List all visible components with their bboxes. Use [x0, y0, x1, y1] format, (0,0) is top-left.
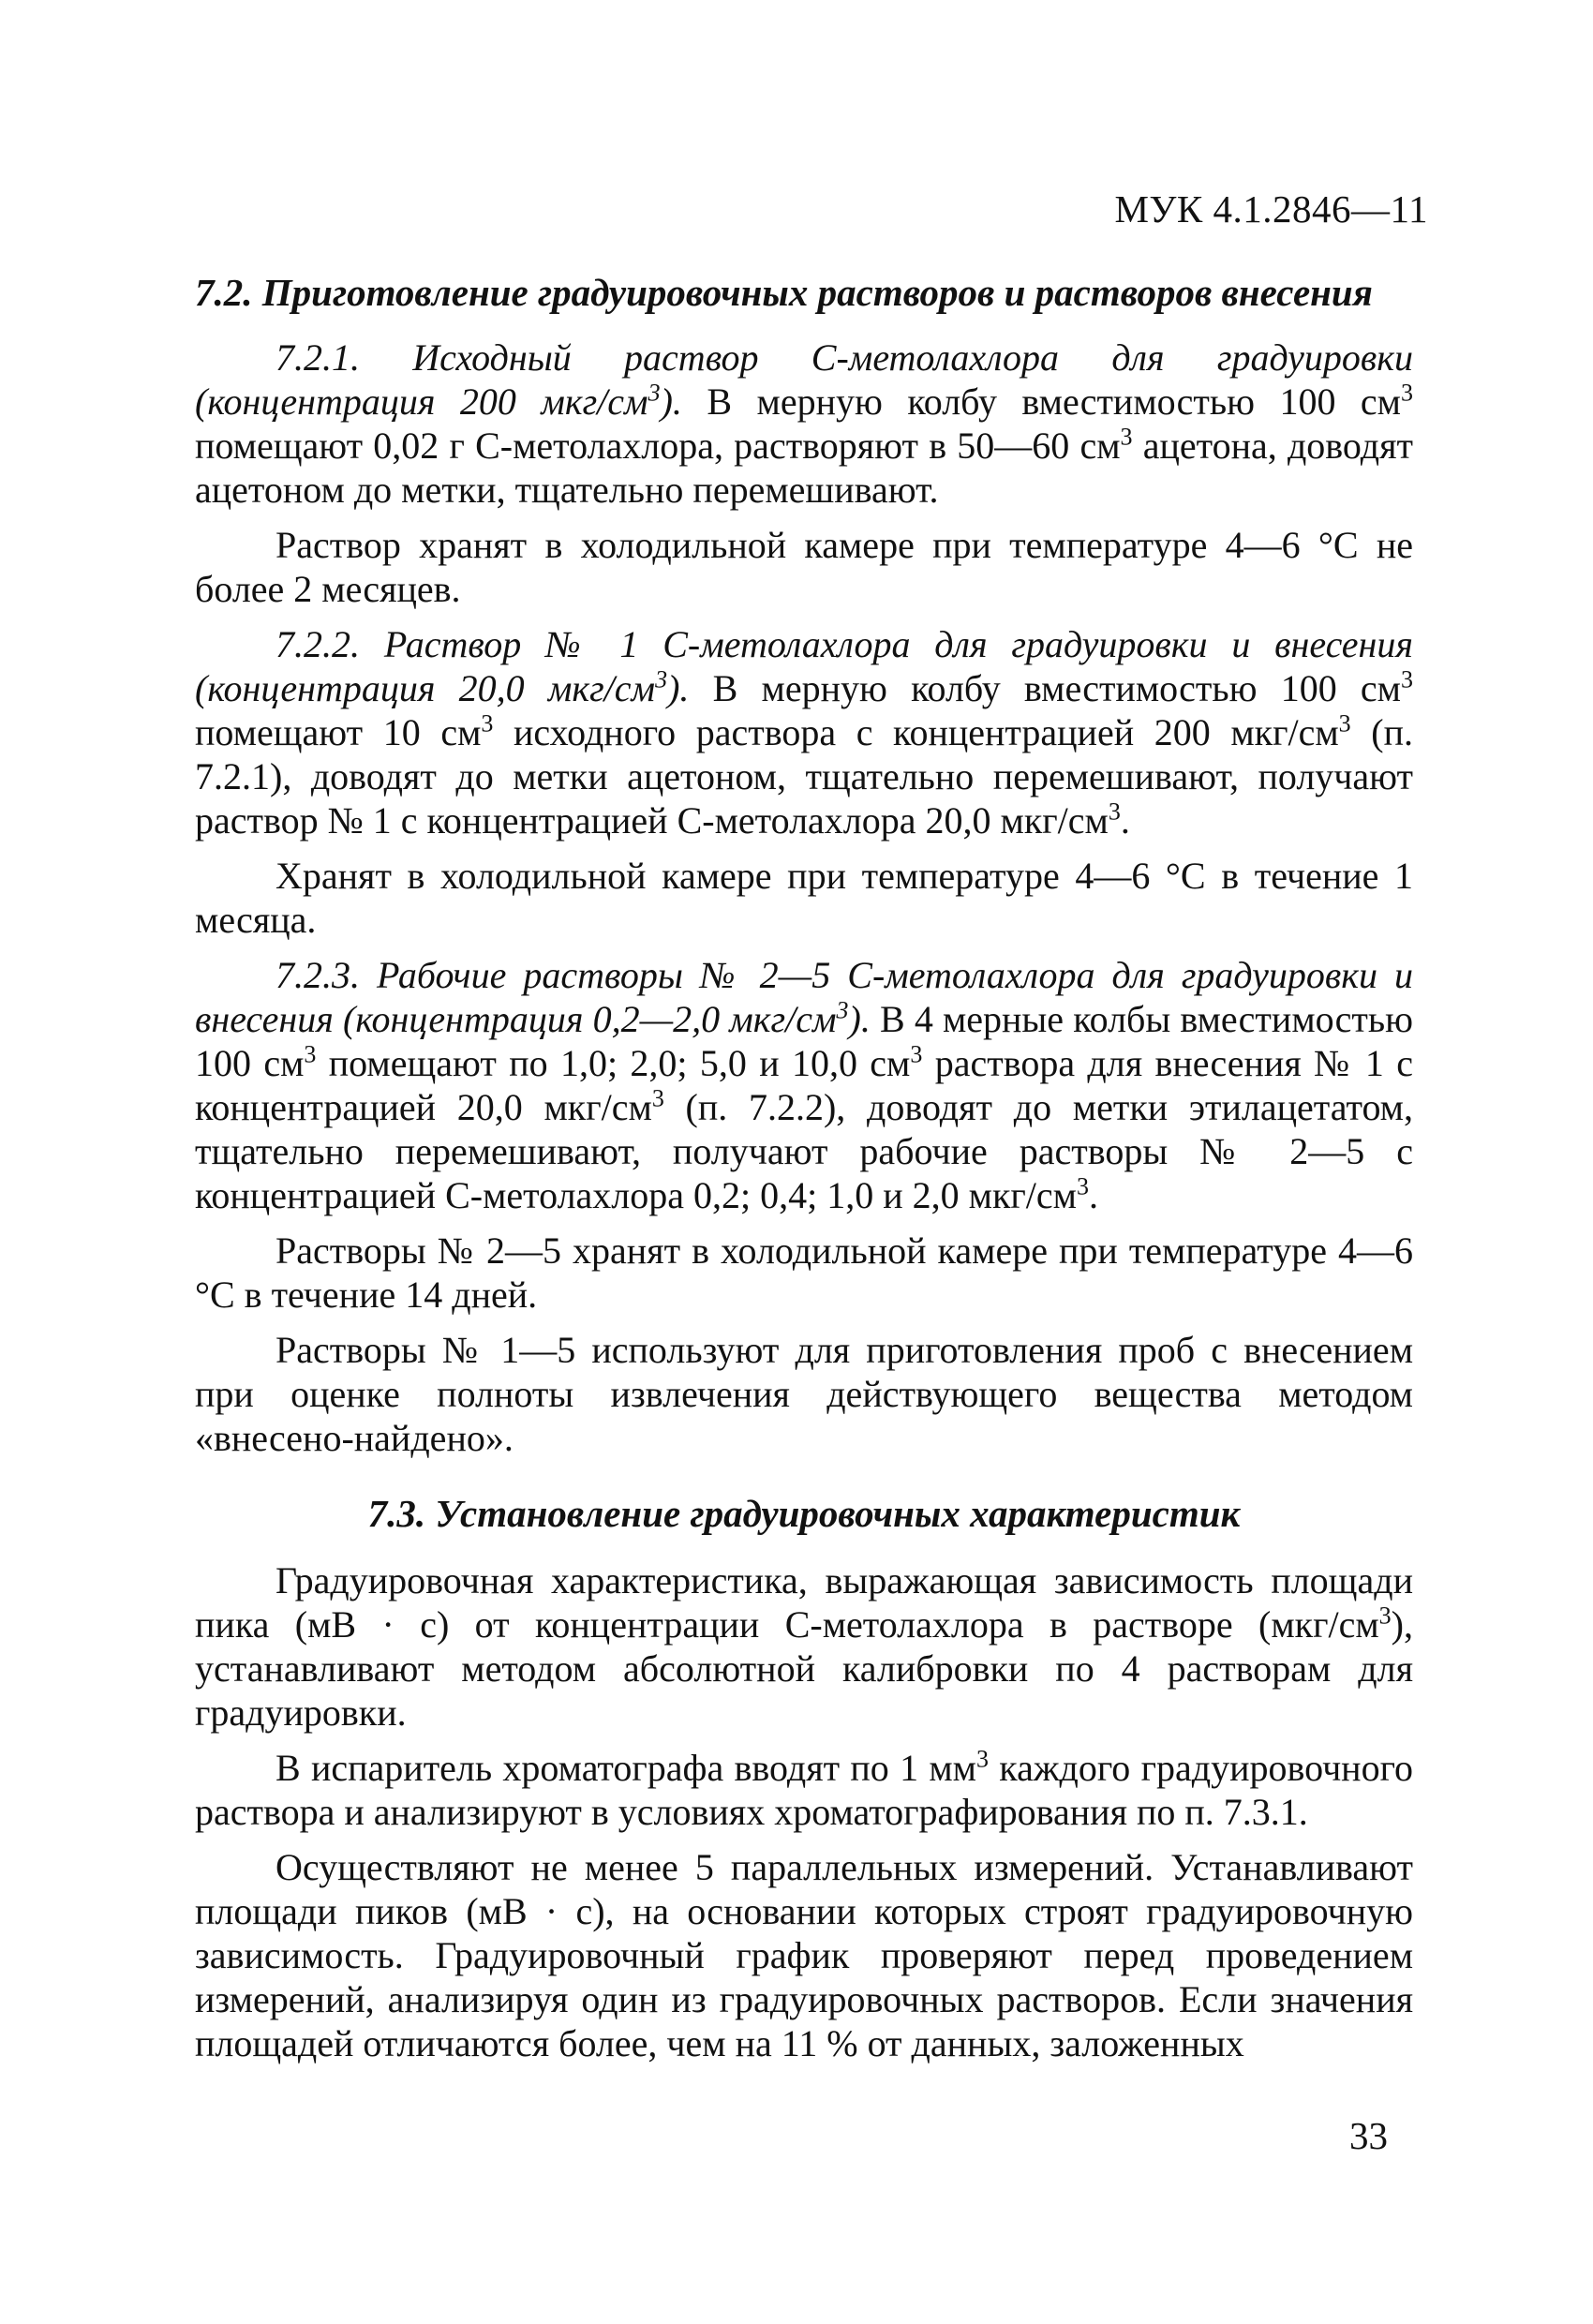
paragraph-usage-solutions-1-5: Растворы № 1—5 используют для приготовления проб с внесением при оценке полноты извлечения действующего вещества методом «внесено-найдено».: [195, 1329, 1413, 1459]
superscript: 3: [1401, 665, 1413, 693]
text-run: ).: [660, 380, 682, 423]
text-run: В мерную колбу вместимостью 100 см: [689, 667, 1401, 709]
text-run: (п. 7.2.1), доводят до метки ацетоном, тщательно перемешивают, получают раствор № 1 с концентрацией С-метолахлора 20,0 мкг/см: [195, 711, 1414, 842]
section-7-3-heading: 7.3. Установление градуировочных характеристик: [367, 1492, 1241, 1535]
text-run: 7.2.1. Исходный раствор С-метолахлора для градуировки (концентрация 200 мкг/см: [195, 336, 1413, 423]
superscript: 3: [304, 1040, 317, 1068]
paragraph-storage-stock: Раствор хранят в холодильной камере при температуре 4—6 °С не более 2 месяцев.: [195, 524, 1413, 610]
text-run: В испаритель хроматографа вводят по 1 мм: [275, 1747, 976, 1789]
superscript: 3: [1401, 379, 1413, 407]
text-run: помещают 0,02 г С-метолахлора, растворяют в 50—60 см: [195, 425, 1121, 467]
text-run: каждого градуировочного раствора и анализируют в условиях хроматографирования по п. 7.3.1.: [195, 1747, 1413, 1833]
paragraph-7-2-1: [195, 335, 1413, 512]
paragraph-storage-solution-1: Хранят в холодильной камере при температуре 4—6 °С в течение 1 месяца.: [195, 855, 1413, 941]
superscript: 3: [910, 1040, 923, 1068]
text-run: .: [1120, 799, 1130, 842]
text-run: ).: [848, 998, 871, 1040]
text-run: Градуировочная характеристика, выражающая зависимость площади пика (мВ · с) от концентрации С-метолахлора в растворе (мкг/см: [195, 1559, 1413, 1646]
text-run: 7.2.2. Раствор № 1 С-метолахлора для градуировки и внесения (концентрация 20,0 мкг/см: [195, 623, 1413, 709]
section-7-2-heading: 7.2. Приготовление градуировочных растворов и растворов внесения: [195, 271, 1373, 314]
superscript: 3: [481, 709, 494, 737]
superscript: 3: [651, 1084, 664, 1112]
superscript: 3: [1076, 1172, 1089, 1200]
superscript: 3: [1378, 1601, 1392, 1630]
text-run: (п. 7.2.2), доводят до метки этилацетатом, тщательно перемешивают, получают рабочие растворы № 2—5 с концентрацией С-метолахлора 0,2; 0,4; 1,0 и 2,0 мкг/см: [195, 1086, 1413, 1216]
paragraph-calibration-characteristic: [195, 1558, 1413, 1735]
paragraph-storage-solutions-2-5: Растворы № 2—5 хранят в холодильной камере при температуре 4—6 °С в течение 14 дней.: [195, 1229, 1413, 1316]
text-run: ), устанавливают методом абсолютной калибровки по 4 растворам для градуировки.: [195, 1603, 1413, 1734]
document-page: [195, 187, 1428, 2077]
superscript: 3: [648, 379, 661, 407]
text-run: ).: [667, 667, 690, 709]
text-run: помещают по 1,0; 2,0; 5,0 и 10,0 см: [316, 1042, 911, 1084]
text-run: ацетона, доводят ацетоном до метки, тщательно перемешивают.: [195, 425, 1413, 511]
text-run: В 4 мерные колбы вместимостью 100 см: [195, 998, 1413, 1084]
page-number: 33: [1349, 2114, 1388, 2157]
superscript: 3: [1108, 797, 1121, 826]
superscript: 3: [836, 996, 849, 1024]
text-run: 7.2.3. Рабочие растворы № 2—5 С-метолахлора для градуировки и внесения (концентрация 0,2—2,0 мкг/см: [195, 954, 1413, 1040]
paragraph-7-2-3: [195, 953, 1413, 1217]
text-run: раствора для внесения № 1 с концентрацией 20,0 мкг/см: [195, 1042, 1414, 1128]
superscript: 3: [1120, 423, 1133, 451]
paragraph-measurements: Осуществляют не менее 5 параллельных измерений. Устанавливают площади пиков (мВ · с), на основании которых строят градуировочную зависимость. Градуировочный график проверяют перед проведением измерений, анализируя один из градуировочных растворов. Если значения площадей отличаются более, чем на 11 % от данных, заложенных: [195, 1846, 1413, 2064]
superscript: 3: [1338, 709, 1351, 737]
text-run: исходного раствора с концентрацией 200 мкг/см: [493, 711, 1339, 753]
paragraph-7-2-2: [195, 622, 1413, 842]
document-code-header: МУК 4.1.2846—11: [1114, 187, 1428, 231]
paragraph-injection: [195, 1746, 1413, 1834]
superscript: 3: [976, 1745, 989, 1773]
text-run: .: [1088, 1174, 1098, 1216]
text-run: В мерную колбу вместимостью 100 см: [681, 380, 1401, 423]
text-run: помещают 10 см: [195, 711, 482, 753]
superscript: 3: [655, 665, 668, 693]
